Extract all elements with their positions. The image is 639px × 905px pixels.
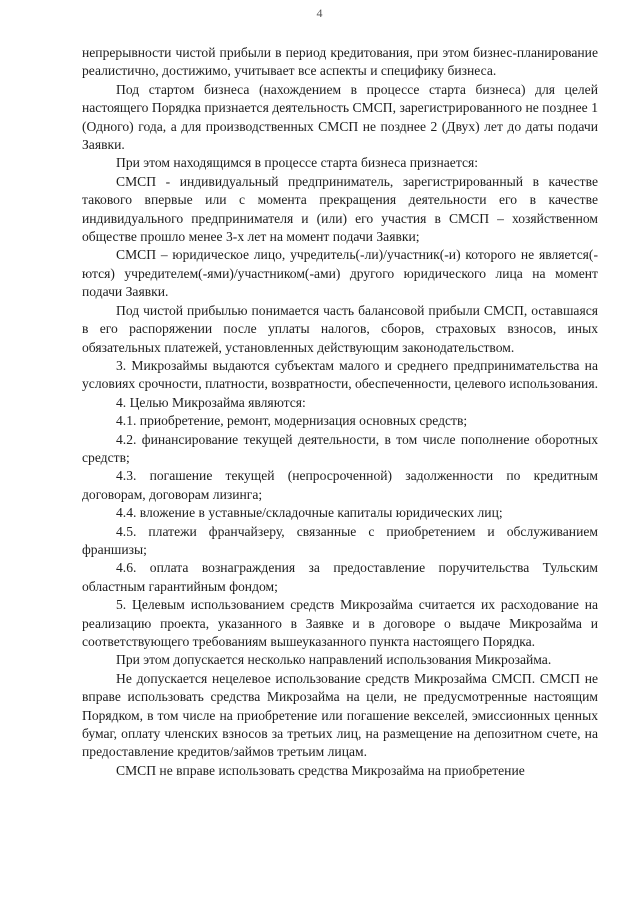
paragraph-2: Под стартом бизнеса (нахождением в процессе старта бизнеса) для целей настоящего Порядка признается деятельность СМСП, зарегистрированного не позднее 1 (Одного) года, а для производственных СМСП не позднее 2 (Двух) лет до даты подачи Заявки.	[82, 81, 598, 153]
paragraph-10: 4.2. финансирование текущей деятельности, в том числе пополнение оборотных средств;	[82, 431, 598, 465]
paragraph-18: СМСП не вправе использовать средства Микрозайма на приобретение	[116, 762, 525, 778]
paragraph-8: 4. Целью Микрозайма являются:	[116, 394, 306, 410]
paragraph-9: 4.1. приобретение, ремонт, модернизация основных средств;	[116, 413, 468, 429]
paragraph-4: СМСП - индивидуальный предприниматель, зарегистрированный в качестве такового впервые или с момента прекращения деятельности его в качестве индивидуального предпринимателя и (или) его участия в СМСП – хозяйственном обществе прошло менее 3-х лет на момент подачи Заявки;	[82, 173, 598, 245]
paragraph-7: 3. Микрозаймы выдаются субъектам малого и среднего предпринимательства на условиях срочности, платности, возвратности, обеспеченности, целевого использования.	[82, 357, 598, 392]
paragraph-6: Под чистой прибылью понимается часть балансовой прибыли СМСП, оставшаяся в его распоряжении после уплаты налогов, сборов, страховых взносов, иных обязательных платежей, установленных действующим законодательством.	[82, 302, 598, 355]
paragraph-5: СМСП – юридическое лицо, учредитель(-ли)/участник(-и) которого не является(-ются) учредителем(-ями)/участником(-ами) другого юридического лица на момент подачи Заявки.	[82, 247, 598, 300]
page-number: 4	[316, 6, 323, 20]
paragraph-12: 4.4. вложение в уставные/складочные капиталы юридических лиц;	[116, 505, 503, 521]
paragraph-3: При этом находящимся в процессе старта бизнеса признается:	[116, 155, 479, 171]
paragraph-15: 5. Целевым использованием средств Микрозайма считается их расходование на реализацию проекта, указанного в Заявке и в договоре о выдаче Микрозайма и соответствующего требованиям вышеуказанного пункта настоящего Порядка.	[82, 597, 598, 649]
paragraph-13: 4.5. платежи франчайзеру, связанные с приобретением и обслуживанием франшизы;	[82, 523, 598, 557]
paragraph-17: Не допускается нецелевое использование средств Микрозайма СМСП. СМСП не вправе использовать средства Микрозайма на цели, не предусмотренные настоящим Порядком, в том числе на приобретение или погашение векселей, эмиссионных ценных бумаг, оплату членских взносов за третьих лиц, на размещение на депозитном счете, на предоставление кредитов/займов третьим лицам.	[82, 670, 598, 760]
paragraph-16: При этом допускается несколько направлений использования Микрозайма.	[116, 652, 552, 668]
paragraph-11: 4.3. погашение текущей (непросроченной) задолженности по кредитным договорам, договорам лизинга;	[82, 468, 598, 502]
document-body	[82, 44, 598, 780]
paragraph-14: 4.6. оплата вознаграждения за предоставление поручительства Тульским областным гарантийным фондом;	[82, 560, 598, 594]
paragraph-1: непрерывности чистой прибыли в период кредитования, при этом бизнес-планирование реалистично, достижимо, учитывает все аспекты и специфику бизнеса.	[82, 45, 598, 79]
